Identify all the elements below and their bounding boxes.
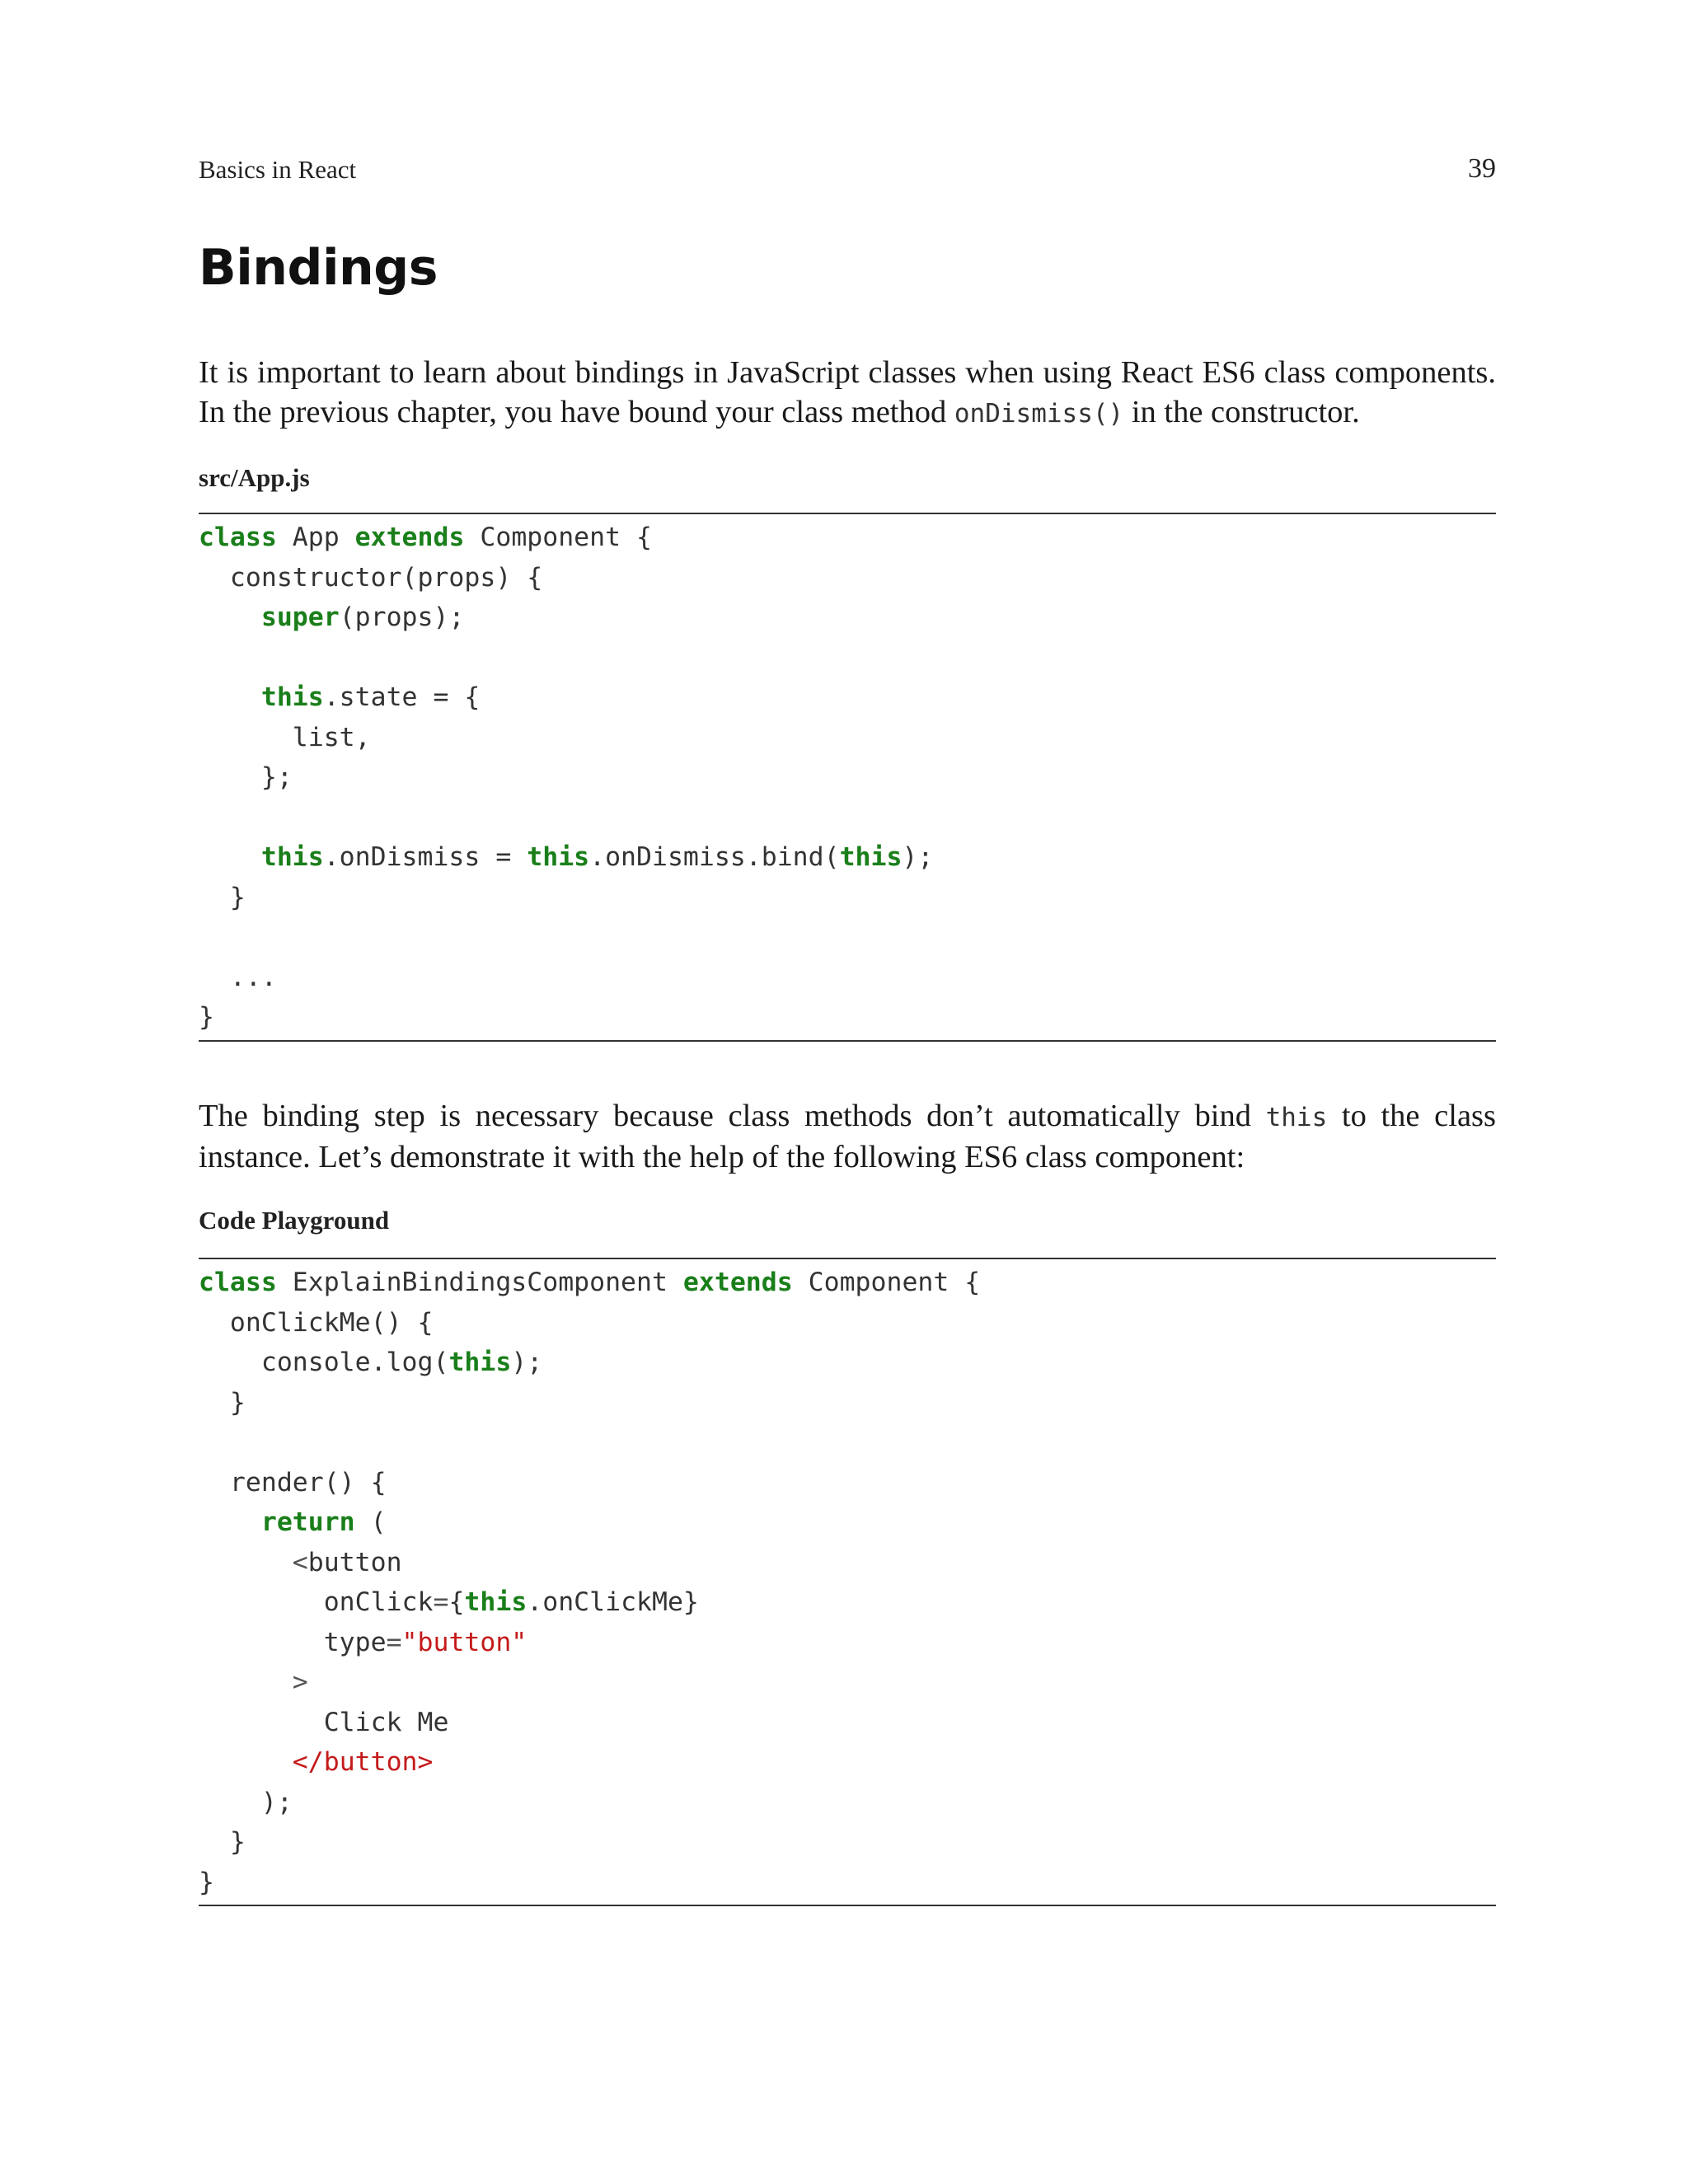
code-block-playground <box>199 1258 1496 1906</box>
code-token: ); <box>511 1347 543 1377</box>
code-token: </button> <box>292 1747 434 1777</box>
code-token: class <box>199 523 277 552</box>
code-token: class <box>199 1268 277 1297</box>
code-caption: src/App.js <box>199 463 310 492</box>
code-token: ... <box>199 962 277 992</box>
code-token: (props); <box>339 602 465 632</box>
code-token: this <box>839 842 903 872</box>
code-token: constructor(props) { <box>199 562 543 593</box>
code-token: ( <box>354 1507 387 1537</box>
code-line <box>199 677 1496 718</box>
code-token: this <box>527 842 590 872</box>
code-token: Component { <box>464 523 652 552</box>
code-token: .onDismiss = <box>323 842 528 872</box>
inline-code: onDismiss() <box>954 399 1124 429</box>
code-token: console.log( <box>199 1347 449 1377</box>
code-line <box>199 1502 1496 1543</box>
code-line <box>199 837 1496 878</box>
code-line <box>199 798 1496 838</box>
code-token: this <box>260 842 324 872</box>
code-token: button <box>307 1547 402 1577</box>
code-line <box>199 1742 1496 1783</box>
code-line <box>199 1623 1496 1663</box>
code-token <box>199 1667 293 1697</box>
code-line <box>199 558 1496 598</box>
code-line <box>199 1343 1496 1383</box>
code-token: onClickMe() { <box>199 1307 434 1338</box>
code-token: render() { <box>199 1467 387 1497</box>
code-token: Click Me <box>199 1707 449 1737</box>
code-token: = <box>433 1587 449 1617</box>
code-line <box>199 1383 1496 1423</box>
code-line <box>199 1543 1496 1583</box>
code-line <box>199 1582 1496 1623</box>
page-number: 39 <box>1468 153 1496 184</box>
code-token: < <box>292 1547 308 1577</box>
code-line <box>199 718 1496 758</box>
inline-code: this <box>1265 1103 1328 1132</box>
code-line <box>199 878 1496 918</box>
code-token: ); <box>902 842 934 872</box>
code-token: = <box>386 1627 402 1657</box>
code-line <box>199 1863 1496 1903</box>
code-line <box>199 1303 1496 1343</box>
code-token: .state = { <box>323 682 481 712</box>
code-token <box>199 1507 261 1537</box>
code-token: this <box>260 682 324 712</box>
code-token: > <box>292 1667 308 1697</box>
code-token: return <box>260 1507 355 1537</box>
code-token <box>199 602 261 632</box>
code-line <box>199 757 1496 798</box>
code-line <box>199 997 1496 1038</box>
code-token: { <box>448 1587 465 1617</box>
paragraph-text: The binding step is necessary because class methods don’t automatically bind <box>199 1099 1266 1133</box>
paragraph-text: It is important to learn about bindings in JavaScript classes when using React ES6 class components. In the previous chapter, you have bound your class method <box>199 355 1496 429</box>
code-token: ExplainBindingsComponent <box>276 1268 683 1297</box>
code-token: extends <box>682 1268 793 1297</box>
code-line <box>199 638 1496 678</box>
section-name: Basics in React <box>199 155 357 184</box>
code-token <box>199 842 261 872</box>
code-token: this <box>464 1587 528 1617</box>
code-token: list, <box>199 722 371 752</box>
code-token: } <box>199 1387 246 1418</box>
code-token: type <box>199 1627 387 1657</box>
code-token: App <box>276 523 355 552</box>
explanation-paragraph <box>199 1096 1496 1177</box>
code-token: }; <box>199 762 293 792</box>
code-token: extends <box>354 523 465 552</box>
code-token: onClick <box>199 1587 434 1617</box>
running-header <box>199 155 1496 191</box>
code-token: this <box>448 1347 512 1377</box>
code-token <box>199 1548 293 1577</box>
code-line <box>199 958 1496 998</box>
code-token: Component { <box>792 1268 981 1297</box>
code-caption: Code Playground <box>199 1206 390 1235</box>
code-line <box>199 917 1496 958</box>
code-line <box>199 518 1496 558</box>
code-token: .onClickMe} <box>527 1587 699 1617</box>
intro-paragraph <box>199 353 1496 434</box>
code-token: .onDismiss.bind( <box>589 842 840 872</box>
code-line <box>199 1263 1496 1303</box>
code-token: "button" <box>401 1627 528 1657</box>
code-block-app <box>199 513 1496 1042</box>
code-line <box>199 1662 1496 1703</box>
section-title: Bindings <box>199 239 438 297</box>
code-token: } <box>199 882 246 912</box>
paragraph-text: to the class instance. Let’s demonstrate it with the help of the following ES6 class component: <box>199 1099 1496 1174</box>
code-line <box>199 598 1496 638</box>
code-token: ); <box>199 1787 293 1817</box>
code-token: super <box>260 602 340 632</box>
code-token <box>199 682 261 712</box>
code-line <box>199 1822 1496 1863</box>
code-token: } <box>199 1827 246 1857</box>
code-token <box>199 1747 293 1777</box>
code-line <box>199 1783 1496 1823</box>
paragraph-text: in the constructor. <box>1123 395 1360 429</box>
code-line <box>199 1703 1496 1743</box>
code-line <box>199 1463 1496 1503</box>
code-line <box>199 1422 1496 1463</box>
code-token: } <box>199 1867 214 1897</box>
code-token: } <box>199 1002 214 1032</box>
